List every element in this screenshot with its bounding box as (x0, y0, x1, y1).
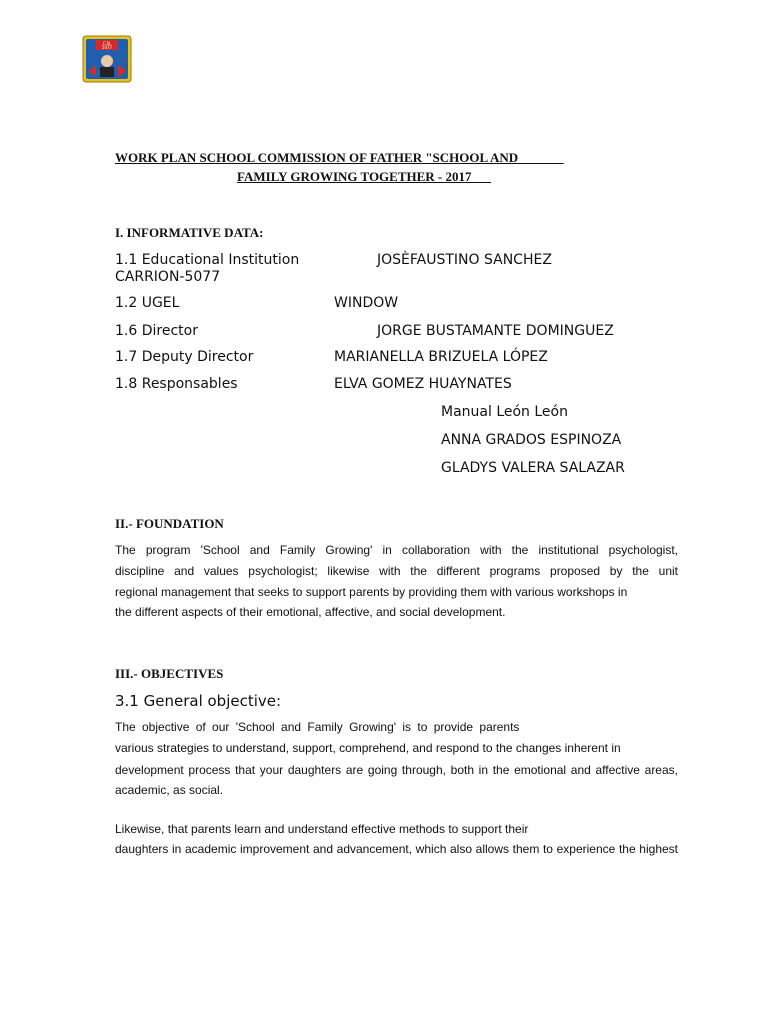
institution-label: 1.1 Educational Institution (115, 252, 300, 268)
objective-line: academic, as social. (115, 783, 224, 797)
objective-line: various strategies to understand, support, comprehend, and respond to the changes inherent in (115, 741, 621, 755)
objectives-heading: III.- OBJECTIVES (115, 666, 224, 681)
ugel-value: WINDOW (334, 295, 399, 311)
deputy-director-label: 1.7 Deputy Director (115, 349, 254, 365)
foundation-line: discipline and values psychologist; likewise with the different programs proposed by the unit (115, 564, 678, 578)
school-crest-logo (82, 35, 132, 83)
responsable-name: ANNA GRADOS ESPINOZA (441, 432, 622, 448)
informative-data-heading: I. INFORMATIVE DATA: (115, 225, 264, 240)
responsables-label: 1.8 Responsables (115, 376, 238, 392)
svg-text:C.N.: C.N. (102, 41, 112, 46)
responsable-name: Manual León León (441, 404, 568, 420)
deputy-director-value: MARIANELLA BRIZUELA LÓPEZ (334, 349, 548, 365)
document-title-line-2: FAMILY GROWING TOGETHER - 2017 (237, 169, 492, 184)
institution-value: JOSÈFAUSTINO SANCHEZ (377, 252, 552, 268)
institution-value-continued: CARRION-5077 (115, 269, 221, 285)
objective-line: development process that your daughters are going through, both in the emotional and affective areas, (115, 763, 678, 777)
general-objective-heading: 3.1 General objective: (115, 692, 282, 710)
foundation-line: The program 'School and Family Growing' in collaboration with the institutional psychologist, (115, 543, 678, 557)
objective-line: Likewise, that parents learn and understand effective methods to support their (115, 822, 529, 836)
foundation-line: the different aspects of their emotional, affective, and social development. (115, 605, 506, 619)
objective-line: The objective of our 'School and Family Growing' is to provide parents (115, 720, 520, 734)
document-title-line-1: WORK PLAN SCHOOL COMMISSION OF FATHER "SCHOOL AND (115, 150, 564, 165)
svg-text:5077: 5077 (101, 45, 113, 50)
director-label: 1.6 Director (115, 323, 198, 339)
foundation-line: regional management that seeks to support parents by providing them with various workshops in (115, 585, 628, 599)
responsable-name: ELVA GOMEZ HUAYNATES (334, 376, 512, 392)
director-value: JORGE BUSTAMANTE DOMINGUEZ (377, 323, 614, 339)
responsable-name: GLADYS VALERA SALAZAR (441, 460, 625, 476)
foundation-heading: II.- FOUNDATION (115, 516, 224, 531)
objective-line: daughters in academic improvement and advancement, which also allows them to experience the highest (115, 842, 678, 856)
ugel-label: 1.2 UGEL (115, 295, 180, 311)
